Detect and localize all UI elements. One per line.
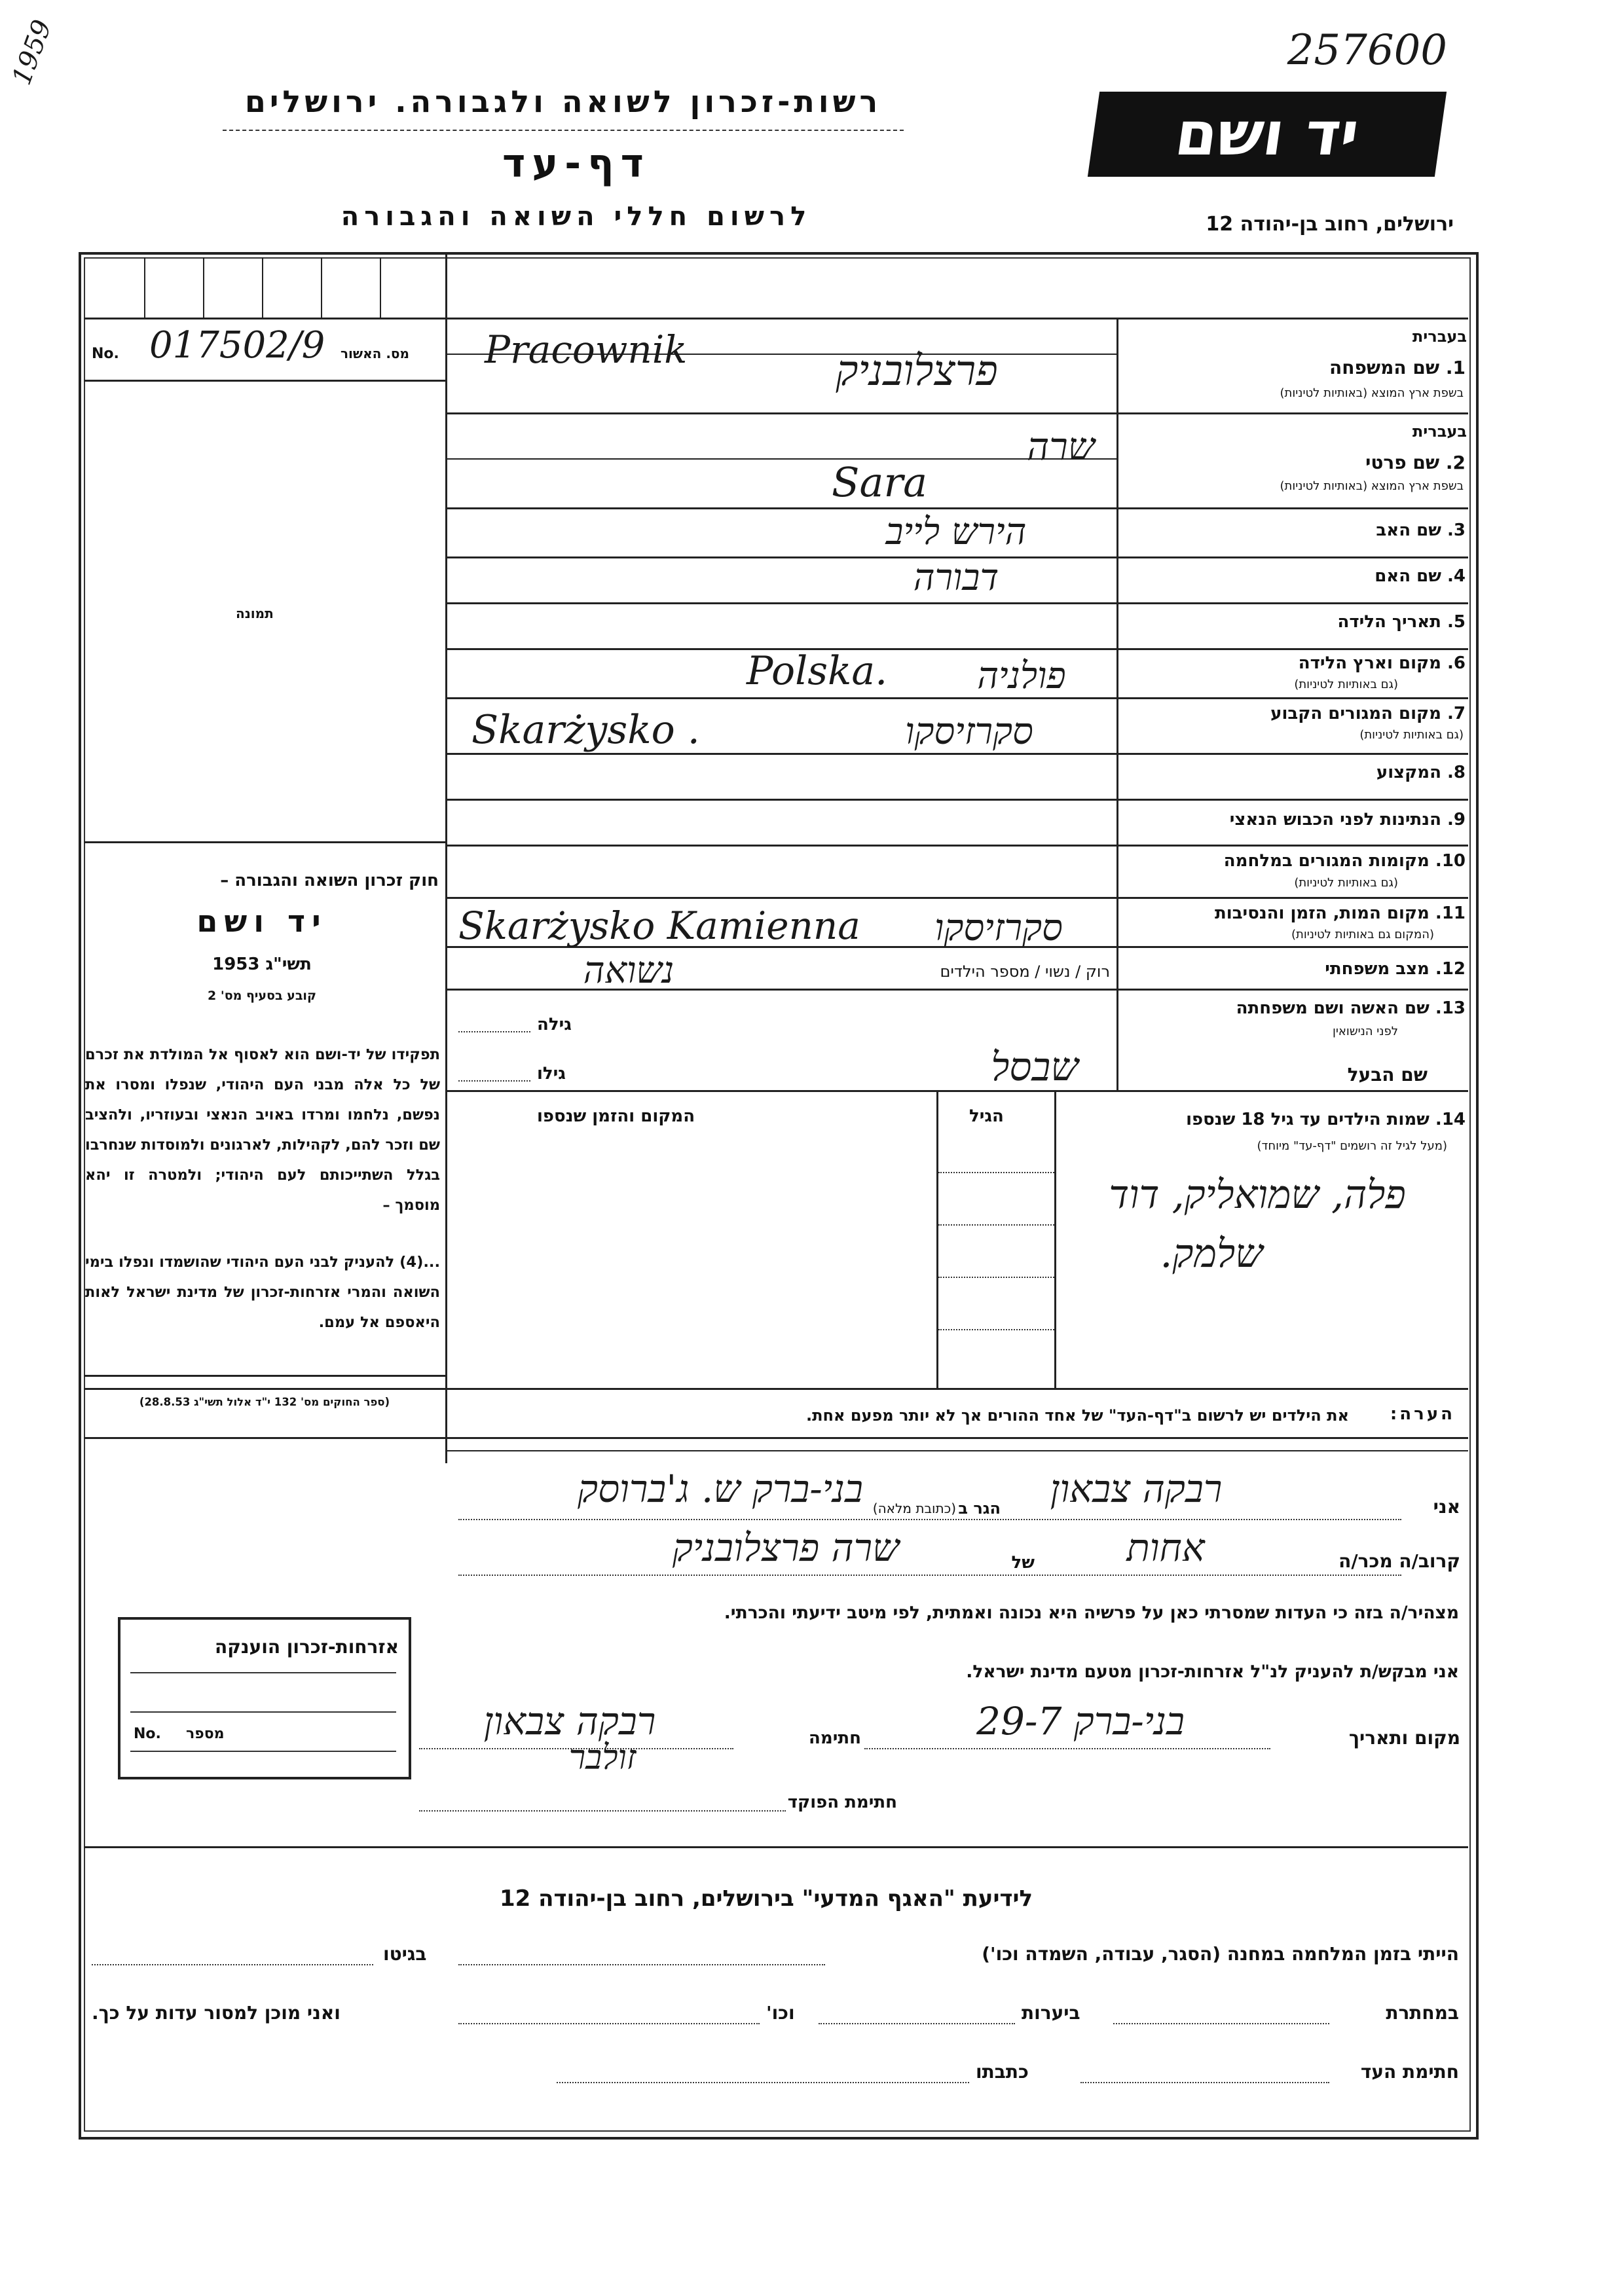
- footer-witness-sig-label: חתימת העד: [1360, 2061, 1459, 2083]
- certificate-line-1: [130, 1672, 396, 1673]
- field-2-hebrew: שרה: [1027, 424, 1095, 469]
- of-label: של: [1011, 1553, 1035, 1573]
- field-6-hebrew: פולניה: [977, 655, 1066, 697]
- field-6-label-text: מקום וארץ הלידה: [1298, 653, 1441, 673]
- left-column-divider: [445, 252, 447, 1463]
- cell-5: [380, 257, 381, 318]
- place-date-label: מקום ותאריך: [1348, 1727, 1460, 1749]
- row-line-1: [447, 412, 1468, 414]
- field-12-value: נשואה: [583, 949, 674, 992]
- footer-etc-line: [458, 2023, 760, 2024]
- law-title: חוק זכרון השואה והגבורה –: [220, 871, 439, 890]
- field-12-label-text: מצב משפחתי: [1325, 959, 1430, 979]
- field-9-label: [1230, 810, 1466, 829]
- cell-4: [321, 257, 322, 318]
- row-line-10: [447, 897, 1468, 899]
- field-13-husband-age-line: [458, 1080, 530, 1082]
- declarant-address: בני-ברק ש. ג'ברוסק: [578, 1467, 863, 1511]
- relation-line: [458, 1575, 1401, 1576]
- footer-camp-line: [458, 1964, 825, 1965]
- certificate-line-2: [130, 1711, 396, 1713]
- of-name: שרה פרצלובניק: [672, 1525, 900, 1570]
- officer-line: [419, 1810, 786, 1812]
- field-8-label-text: המקצוע: [1376, 763, 1441, 782]
- remark-top: [84, 1388, 1468, 1390]
- field-7-label-text: מקום המגורים הקבוע: [1270, 704, 1441, 723]
- top-row-bottom: [84, 318, 1468, 319]
- field-1-hebrew: פרצלובניק: [836, 347, 998, 395]
- field-5-label-text: תאריך הלידה: [1337, 612, 1441, 632]
- field-12-label: [1325, 959, 1466, 979]
- field-7-latin: Skarżysko .: [471, 707, 700, 753]
- remark-bottom: [84, 1437, 1468, 1439]
- field-2-label-text: שם פרטי: [1365, 452, 1440, 473]
- place-date-line: [864, 1748, 1270, 1749]
- children-age-header: הגיל: [969, 1106, 1004, 1126]
- children-row-4: [938, 1329, 1054, 1332]
- photo-label: תמונה: [236, 606, 274, 621]
- field-3-num: 3.: [1447, 520, 1466, 540]
- field-14-label-text: שמות הילדים עד גיל 18 שנספו: [1186, 1110, 1430, 1129]
- children-place-header: המקום והזמן שנספו: [537, 1106, 695, 1126]
- footer-ghetto-label: בגיטו: [383, 1943, 427, 1965]
- statement-1: מצהיר/ה בזה כי העדות שמסרתי כאן על פרשיה היא נכונה ואמתית, לפי מיטב ידיעתי והכרתי.: [724, 1603, 1459, 1623]
- row-line-8: [447, 799, 1468, 801]
- children-names-line-2: שלמק.: [1160, 1231, 1263, 1277]
- row-line-2: [447, 507, 1468, 509]
- officer-label: חתימת הפוקד: [787, 1793, 897, 1812]
- field-13-wife-age-line: [458, 1031, 530, 1032]
- footer-forest-line: [819, 2023, 1015, 2024]
- law-name: יד ושם: [196, 903, 327, 939]
- remark-text: את הילדים יש לרשום ב"דף-העד" של אחד ההורים אך לא יותר מפעם אחת.: [806, 1406, 1349, 1425]
- footer-address-label: כתבתו: [976, 2061, 1029, 2083]
- footer-underground-label: במחתרת: [1386, 2002, 1459, 2024]
- logo-text: יד ושם: [1171, 99, 1363, 169]
- field-7-label: [1270, 704, 1466, 723]
- field-13-sub: לפני הנישואין: [1332, 1025, 1398, 1038]
- footer-camp-label: הייתי בזמן המלחמה במחנה (הסגר, עבודה, השמדה וכו'): [982, 1943, 1459, 1965]
- field-7-sub: (גם באותיות לטיניות): [1359, 728, 1464, 742]
- footer-top: [84, 1846, 1468, 1848]
- cell-1: [144, 257, 145, 318]
- field-13-husband-label: שם הבעל: [1347, 1064, 1428, 1085]
- field-2-label: [1365, 452, 1466, 473]
- footer-ghetto-line: [92, 1964, 373, 1965]
- footer-etc-label: וכו': [766, 2002, 795, 2024]
- cell-3: [262, 257, 263, 318]
- field-11-latin: Skarżysko Kamienna: [458, 903, 860, 948]
- field-10-label: [1224, 851, 1466, 871]
- field-14-sub: (מעל לגיל זה רושמים "דף-עד" מיוחד): [1257, 1139, 1447, 1153]
- archive-number: 257600: [1287, 26, 1447, 75]
- children-names-line-1: פלה, שמואליק, דוד: [1109, 1172, 1406, 1218]
- field-6-label: [1299, 653, 1466, 673]
- field-7-num: 7.: [1447, 704, 1466, 723]
- row-line-7: [447, 753, 1468, 755]
- field-5-num: 5.: [1447, 612, 1466, 632]
- field-6-sub: (גם באותיות לטיניות): [1294, 678, 1398, 691]
- certificate-box: [118, 1617, 411, 1779]
- statement-2: אני מבקש/ת להעניק לנ"ל אזרחות-זכרון מטעם מדינת ישראל.: [966, 1662, 1459, 1682]
- field-1-latin: Pracownik: [485, 327, 688, 372]
- field-9-num: 9.: [1447, 810, 1466, 829]
- row-line-9: [447, 845, 1468, 847]
- law-clause: קובע בסעיף מס' 2: [208, 989, 316, 1003]
- field-13-husband-name: שבסל: [991, 1044, 1079, 1090]
- field-1-lang: בעברית: [1412, 327, 1467, 346]
- footer-address-line: [557, 2082, 969, 2083]
- field-10-num: 10.: [1435, 851, 1466, 871]
- signature-label: חתימה: [809, 1728, 861, 1748]
- officer-signature: זולבר: [568, 1738, 637, 1777]
- field-14-label: [1186, 1110, 1466, 1129]
- field-3-label: [1376, 520, 1466, 540]
- field-2-sub: בשפת ארץ המוצא (באותיות לטיניות): [1280, 479, 1464, 493]
- field-13-label-text: שם האשה ושם משפחתה: [1236, 998, 1430, 1018]
- field-1-sub: בשפת ארץ המוצא (באותיות לטיניות): [1280, 386, 1464, 400]
- footer-witness-sig-line: [1080, 2082, 1329, 2083]
- remark-bottom-2: [447, 1450, 1468, 1451]
- field-2-latin: Sara: [832, 458, 928, 506]
- authority-line: רשות-זכרון לשואה ולגבורה. ירושלים: [244, 84, 882, 119]
- approval-number: 017502/9: [149, 324, 325, 367]
- children-row-1: [938, 1172, 1054, 1175]
- field-2-num: 2.: [1445, 452, 1466, 473]
- row-line-5: [447, 648, 1468, 650]
- children-age-divider-left: [936, 1090, 938, 1388]
- certificate-line-3: [130, 1751, 396, 1752]
- photo-bottom: [84, 841, 445, 843]
- relation-label: קרוב/ה מכר/ה: [1338, 1550, 1460, 1572]
- field-6-num: 6.: [1447, 653, 1466, 673]
- field-8-label: [1376, 763, 1466, 782]
- footer-title: לידיעת "האגף המדעי" בירושלים, רחוב בן-יהודה 12: [499, 1886, 1033, 1912]
- field-11-hebrew: סקרזיסקו: [934, 907, 1063, 949]
- field-13-num: 13.: [1435, 998, 1466, 1018]
- field-4-label-text: שם האם: [1375, 566, 1441, 586]
- header-address: ירושלים, רחוב בן-יהודה 12: [1206, 213, 1454, 236]
- field-7-hebrew: סקרזיסקו: [905, 710, 1033, 753]
- field-1-num: 1.: [1445, 357, 1466, 378]
- relation-value: אחות: [1126, 1525, 1205, 1570]
- footer-testify-label: ואני מוכן למסור עדות על כך.: [92, 2002, 341, 2024]
- row-line-4: [447, 602, 1468, 604]
- approval-no-mark: No.: [92, 346, 119, 362]
- field-8-num: 8.: [1447, 763, 1466, 782]
- field-3-hebrew: הירש לייב: [885, 511, 1027, 553]
- children-row-2: [938, 1224, 1054, 1227]
- law-paragraph-1: תפקידו של יד-ושם הוא לאסוף אל המולדת את זכרם של כל אלה מבני העם היהודי, שנפלו ומסרו את נפשם, נלחמו ומרדו באויב הנאצי ובעוזריו, ולהציב שם וזכר להם, לקהילות, לארגונים ולמוסדות שנחרבו בגלל השתייכותם לעם היהודי; ולמטרה זו יהא מוסמך –: [84, 1046, 440, 1214]
- field-11-num: 11.: [1435, 903, 1466, 923]
- declarant-name: רבקה צבאון: [1050, 1467, 1223, 1511]
- declarant-line: [458, 1519, 1401, 1520]
- declarant-resident-label: הגר ב: [958, 1499, 1001, 1518]
- form-subtitle: לרשום חללי השואה והגבורה: [341, 202, 812, 232]
- form-title: דף-עד: [502, 141, 650, 187]
- row-line-13: [447, 1090, 1468, 1092]
- law-bottom: [84, 1375, 445, 1377]
- field-11-label: [1215, 903, 1466, 923]
- approval-label: מס. האשור: [341, 346, 409, 361]
- field-13-label: [1236, 998, 1466, 1018]
- field-1-label-text: שם המשפחה: [1329, 357, 1440, 378]
- field-2-lang: בעברית: [1412, 422, 1467, 441]
- footer-forest-label: ביערות: [1022, 2002, 1080, 2024]
- certificate-number-label: מספר: [186, 1726, 225, 1742]
- field-13-husband-age-label: גילו: [537, 1064, 566, 1084]
- authority-underline: [223, 130, 904, 132]
- certificate-title: אזרחות-זכרון הוענקה: [215, 1636, 399, 1658]
- field-11-label-text: מקום המות, הזמן והנסיבות: [1215, 903, 1430, 923]
- field-3-label-text: שם האב: [1376, 520, 1441, 540]
- footer-underground-line: [1113, 2023, 1329, 2024]
- field-10-sub: (גם באותיות לטיניות): [1294, 876, 1398, 890]
- field-14-num: 14.: [1435, 1110, 1466, 1129]
- cell-2: [203, 257, 204, 318]
- corner-note: 1959: [7, 16, 58, 89]
- field-10-label-text: מקומות המגורים במלחמה: [1223, 851, 1430, 871]
- field-9-label-text: הנתינות לפני הכבוש הנאצי: [1229, 810, 1441, 829]
- signature-value: רבקה צבאון: [483, 1699, 656, 1743]
- field-5-label: [1337, 612, 1466, 632]
- remark-label: הערה:: [1390, 1404, 1455, 1424]
- field-4-label: [1375, 566, 1466, 586]
- law-source: (ספר החוקים מס' 132 י"ד אלול תשי"ג 28.8.53): [139, 1396, 390, 1408]
- row-line-6: [447, 697, 1468, 699]
- place-date-value: בני-ברק 29-7: [976, 1699, 1185, 1743]
- declarant-i-label: אני: [1433, 1496, 1460, 1518]
- field-13-wife-age-label: גילה: [537, 1015, 572, 1034]
- field-6-latin: Polska.: [747, 648, 888, 694]
- field-4-hebrew: דבורה: [913, 556, 999, 599]
- certificate-no-mark: No.: [134, 1726, 161, 1742]
- law-year: תשי"ג 1953: [212, 955, 312, 974]
- field-1-label: [1329, 357, 1466, 378]
- yad-vashem-logo: [1088, 92, 1447, 177]
- field-12-options: רוק / נשוי / מספר הילדים: [940, 962, 1110, 981]
- declarant-address-hint: (כתובת מלאה): [872, 1501, 956, 1516]
- law-paragraph-2: ...(4) להעניק לבני העם היהודי שהושמדו ונפלו בימי השואה והמרי אזרחות-זכרון של מדינת ישראל לאות היאספם אל עמם.: [85, 1254, 440, 1331]
- children-age-divider-right: [1054, 1090, 1056, 1388]
- children-row-3: [938, 1277, 1054, 1279]
- field-4-num: 4.: [1447, 566, 1466, 586]
- field-12-num: 12.: [1435, 959, 1466, 979]
- approval-row-bottom: [84, 380, 445, 382]
- field-11-sub: (המקום גם באותיות לטיניות): [1291, 928, 1434, 941]
